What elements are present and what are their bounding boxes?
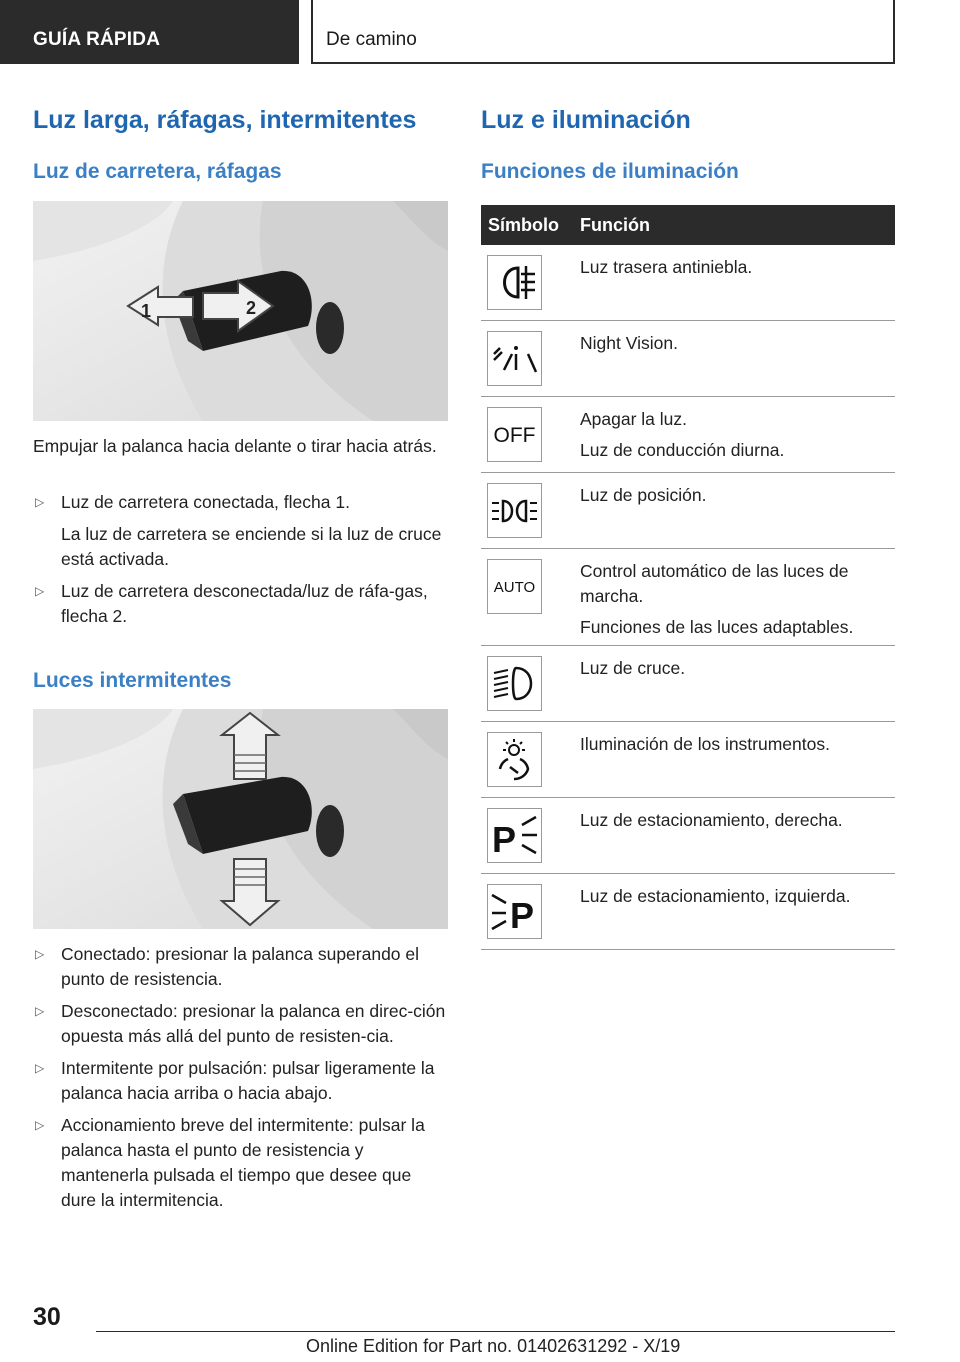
table-header [481, 205, 895, 245]
left-title: Luz larga, ráfagas, intermitentes [33, 106, 417, 134]
page-number: 30 [33, 1303, 61, 1331]
bullet-icon: ▷ [35, 495, 45, 509]
list-item-text: Luz de carretera desconectada/luz de ráfa‐gas, flecha 2. [61, 581, 428, 626]
high-beam-intro: Empujar la palanca hacia delante o tirar hacia atrás. [33, 436, 437, 456]
lighting-functions-subtitle: Funciones de iluminación [481, 160, 739, 183]
function-text: Luz de posición. [580, 485, 707, 505]
table-row [481, 549, 895, 646]
table-row [481, 722, 895, 798]
right-title: Luz e iluminación [481, 106, 691, 134]
instrument-lighting-icon [487, 732, 542, 787]
list-item [33, 942, 450, 992]
turn-signals-subtitle: Luces intermitentes [33, 669, 232, 692]
off-icon-text: OFF [493, 424, 536, 447]
auto-icon-text: AUTO [493, 579, 536, 596]
list-item-text: Desconectado: presionar la palanca en direc‐ción opuesta más allá del punto de resisten‐cia. [61, 1001, 446, 1046]
list-item [33, 1056, 450, 1106]
rear-fog-light-icon [487, 255, 542, 310]
bullet-icon: ▷ [35, 1004, 45, 1018]
list-item-text: Conectado: presionar la palanca superando el punto de resistencia. [61, 944, 420, 989]
section-label: GUÍA RÁPIDA [33, 29, 161, 50]
list-item-text: Luz de carretera conectada, flecha 1. [61, 492, 350, 512]
table-row [481, 646, 895, 722]
table-row [481, 874, 895, 950]
footer-divider [96, 1331, 895, 1332]
high-beam-subtitle: Luz de carretera, ráfagas [33, 160, 282, 183]
function-text: Iluminación de los instrumentos. [580, 734, 830, 754]
list-item-note: La luz de carretera se enciende si la luz de cruce está activada. [61, 524, 442, 569]
bullet-icon: ▷ [35, 1118, 45, 1132]
parking-p-letter: P [510, 895, 535, 936]
bullet-icon: ▷ [35, 947, 45, 961]
function-text: Luz trasera antiniebla. [580, 257, 753, 277]
list-item [33, 999, 450, 1049]
table-row [481, 397, 895, 473]
bullet-icon: ▷ [35, 1061, 45, 1075]
function-text: Luz de estacionamiento, izquierda. [580, 886, 851, 906]
bullet-icon: ▷ [35, 584, 45, 598]
section-tab [0, 0, 299, 64]
parking-p-letter: P [492, 819, 517, 860]
lighting-functions-table [481, 205, 895, 950]
turn-signal-lever-photo [33, 709, 448, 929]
chapter-tab [311, 0, 895, 64]
high-beam-lever-photo [33, 201, 448, 421]
function-text: Apagar la luz. [580, 409, 688, 429]
turn-signals-list [33, 942, 450, 1220]
arrow-1-label: 1 [141, 301, 152, 321]
function-text: Night Vision. [580, 333, 678, 353]
list-item [33, 1113, 450, 1213]
chapter-label: De camino [326, 29, 417, 50]
parking-lights-icon [487, 483, 542, 538]
list-item-text: Accionamiento breve del intermitente: pulsar la palanca hasta el punto de resistencia y mantenerla pulsada el tiempo que desee que dure la intermitencia. [61, 1115, 425, 1210]
function-text: Funciones de las luces adaptables. [580, 617, 854, 637]
parking-light-right-icon [487, 808, 542, 863]
table-row [481, 321, 895, 397]
list-item [33, 579, 450, 629]
auto-icon [487, 559, 542, 614]
night-vision-icon [487, 331, 542, 386]
function-column-header: Función [580, 215, 650, 235]
edition-note: Online Edition for Part no. 01402631292 - X/19 [306, 1336, 681, 1356]
function-text: Luz de estacionamiento, derecha. [580, 810, 843, 830]
high-beam-list [33, 490, 450, 636]
function-text: Luz de conducción diurna. [580, 440, 785, 460]
table-row [481, 473, 895, 549]
function-text: Control automático de las luces de marcha. [580, 561, 849, 606]
arrow-2-label: 2 [246, 298, 257, 318]
off-icon [487, 407, 542, 462]
table-row [481, 798, 895, 874]
symbol-column-header: Símbolo [488, 215, 559, 235]
function-text: Luz de cruce. [580, 658, 686, 678]
parking-light-left-icon [487, 884, 542, 939]
low-beam-icon [487, 656, 542, 711]
table-row [481, 245, 895, 321]
list-item [33, 490, 450, 572]
list-item-text: Intermitente por pulsación: pulsar ligeramente la palanca hacia arriba o hacia abajo. [61, 1058, 435, 1103]
